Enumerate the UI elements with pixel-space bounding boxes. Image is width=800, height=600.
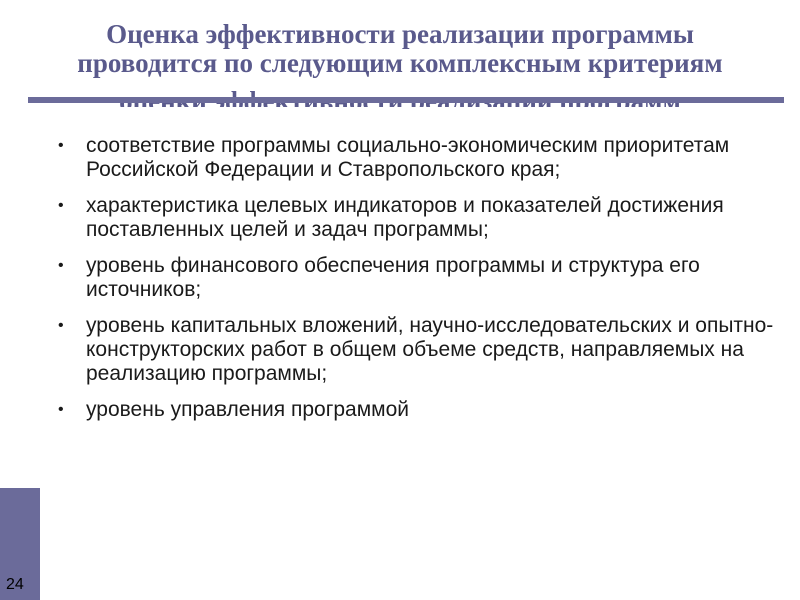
slide-title [20, 20, 780, 107]
list-item-text: уровень управления программой [86, 398, 409, 421]
list-item [54, 398, 784, 422]
list-item [54, 134, 784, 182]
title-line-2: проводится по следующим комплексным критериям [77, 48, 723, 78]
bullet-icon: • [58, 197, 64, 214]
criteria-list [54, 134, 784, 434]
slide-number: 24 [6, 576, 24, 593]
list-item [54, 314, 784, 386]
bullet-icon: • [58, 257, 64, 274]
list-item-text: характеристика целевых индикаторов и показателей достижения поставленных целей и задач программы; [86, 194, 724, 241]
bullet-icon: • [58, 137, 64, 154]
title-divider [28, 97, 784, 103]
bullet-icon: • [58, 317, 64, 334]
list-item-text: уровень капитальных вложений, научно-исследовательских и опытно-конструкторских работ в общем объеме средств, направляемых на реализацию программы; [86, 314, 774, 385]
bullet-icon: • [58, 401, 64, 418]
list-item [54, 194, 784, 242]
list-item [54, 254, 784, 302]
title-line-1: Оценка эффективности реализации программы [106, 19, 694, 49]
list-item-text: соответствие программы социально-экономическим приоритетам Российской Федерации и Ставропольского края; [86, 134, 730, 181]
list-item-text: уровень финансового обеспечения программы и структура его источников; [86, 254, 700, 301]
